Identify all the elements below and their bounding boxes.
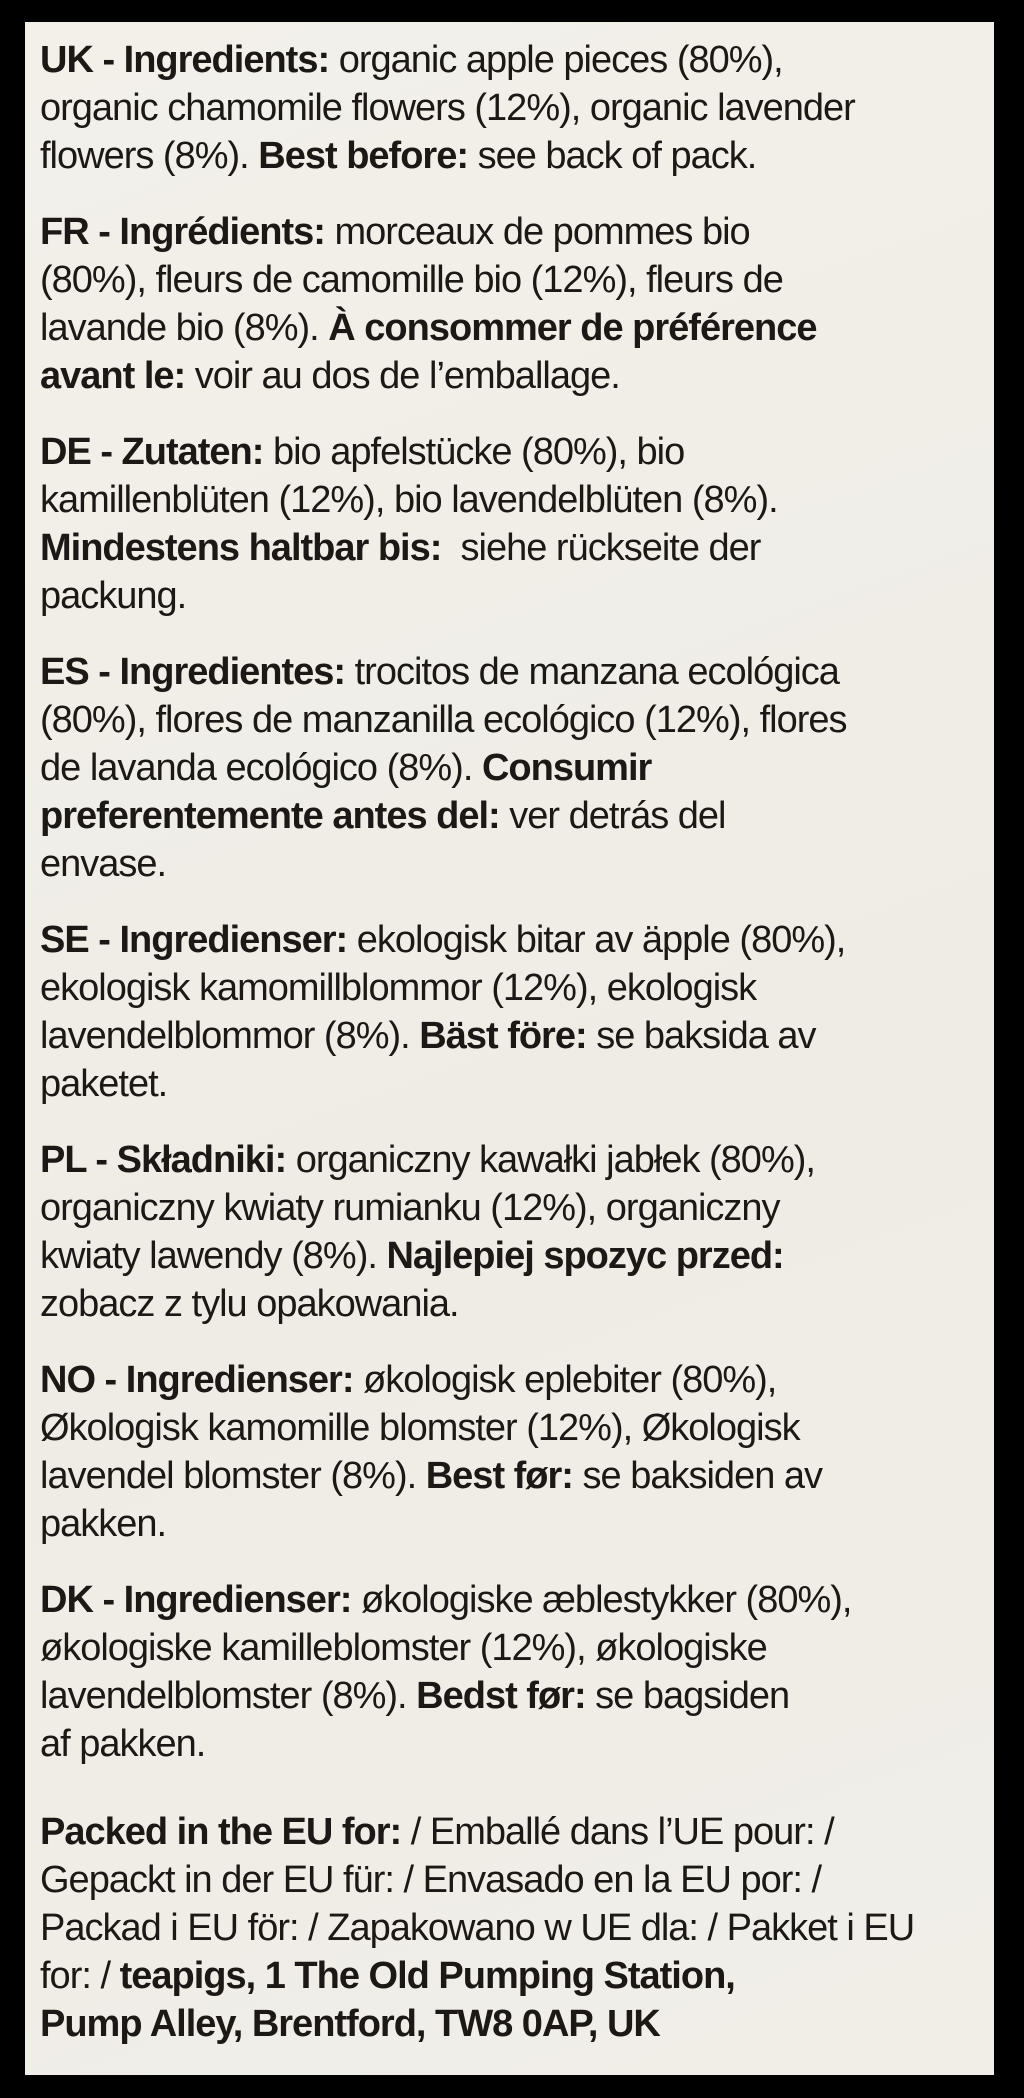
- text-line: [40, 840, 981, 888]
- text-line: [40, 1856, 981, 1904]
- text-segment: af pakken.: [40, 1723, 206, 1765]
- section-uk-ingredients: [40, 36, 981, 180]
- text-segment: organic chamomile flowers (12%), organic lavender: [40, 87, 855, 129]
- bold-text-segment: avant le:: [40, 355, 195, 397]
- text-segment: envase.: [40, 843, 167, 885]
- text-line: [40, 1904, 981, 1952]
- text-line: [40, 1060, 981, 1108]
- text-line: [40, 572, 981, 620]
- text-segment: se baksiden av: [582, 1455, 823, 1497]
- text-segment: (80%), flores de manzanilla ecológico (12%), flores: [40, 699, 847, 741]
- text-line: [40, 1356, 981, 1404]
- bold-text-segment: Najlepiej spozyc przed:: [386, 1235, 784, 1277]
- text-line: [40, 696, 981, 744]
- text-line: [40, 1576, 981, 1624]
- text-line: [40, 1624, 981, 1672]
- bold-text-segment: UK - Ingredients:: [40, 39, 339, 81]
- bold-text-segment: Bedst før:: [416, 1675, 596, 1717]
- text-segment: økologiske æblestykker (80%),: [360, 1579, 852, 1621]
- text-segment: lavendelblomster (8%).: [40, 1675, 417, 1717]
- section-se-ingredients: [40, 916, 981, 1108]
- bold-text-segment: Best før:: [425, 1455, 583, 1497]
- text-segment: see back of pack.: [477, 135, 757, 177]
- text-line: [40, 524, 981, 572]
- text-line: [40, 132, 981, 180]
- text-line: [40, 1808, 981, 1856]
- text-line: [40, 1672, 981, 1720]
- text-segment: lavendel blomster (8%).: [40, 1455, 426, 1497]
- bold-text-segment: Best before:: [258, 135, 478, 177]
- text-line: [40, 304, 981, 352]
- text-segment: lavande bio (8%).: [40, 307, 329, 349]
- text-line: [40, 1136, 981, 1184]
- text-line: [40, 1500, 981, 1548]
- text-line: [40, 1952, 981, 2000]
- bold-text-segment: DE - Zutaten:: [40, 431, 273, 473]
- text-segment: de lavanda ecológico (8%).: [40, 747, 482, 789]
- bold-text-segment: Mindestens haltbar bis:: [40, 527, 451, 569]
- section-fr-ingredients: [40, 208, 981, 400]
- text-segment: se bagsiden: [595, 1675, 790, 1717]
- text-line: [40, 428, 981, 476]
- text-segment: Økologisk kamomille blomster (12%), Økologisk: [40, 1407, 800, 1449]
- text-line: [40, 1720, 981, 1768]
- text-segment: paketet.: [40, 1063, 168, 1105]
- text-line: [40, 476, 981, 524]
- text-segment: organiczny kwiaty rumianku (12%), organiczny: [40, 1187, 780, 1229]
- bold-text-segment: FR - Ingrédients:: [40, 211, 335, 253]
- text-segment: ver detrás del: [509, 795, 726, 837]
- bold-text-segment: PL - Składniki:: [40, 1139, 296, 1181]
- text-line: [40, 744, 981, 792]
- section-de-ingredients: [40, 428, 981, 620]
- text-line: [40, 352, 981, 400]
- bold-text-segment: preferentemente antes del:: [40, 795, 510, 837]
- text-segment: voir au dos de l’emballage.: [194, 355, 620, 397]
- text-segment: trocitos de manzana ecológica: [354, 651, 839, 693]
- text-line: [40, 916, 981, 964]
- bold-text-segment: DK - Ingredienser:: [40, 1579, 361, 1621]
- text-line: [40, 208, 981, 256]
- section-packed-in-eu: [40, 1808, 981, 2048]
- text-line: [40, 1280, 981, 1328]
- text-segment: kamillenblüten (12%), bio lavendelblüten (8%).: [40, 479, 778, 521]
- bold-text-segment: Consumir: [481, 747, 652, 789]
- bold-text-segment: teapigs, 1 The Old Pumping Station,: [119, 1955, 735, 1997]
- section-no-ingredients: [40, 1356, 981, 1548]
- text-line: [40, 1404, 981, 1452]
- text-segment: pakken.: [40, 1503, 167, 1545]
- text-line: [40, 1012, 981, 1060]
- text-segment: morceaux de pommes bio: [334, 211, 750, 253]
- text-segment: zobacz z tylu opakowania.: [40, 1283, 459, 1325]
- bold-text-segment: Packed in the EU for:: [40, 1811, 411, 1853]
- text-segment: kwiaty lawendy (8%).: [40, 1235, 387, 1277]
- text-segment: (80%), fleurs de camomille bio (12%), fleurs de: [40, 259, 783, 301]
- text-segment: siehe rückseite der: [450, 527, 761, 569]
- text-line: [40, 84, 981, 132]
- text-segment: organiczny kawałki jabłek (80%),: [295, 1139, 815, 1181]
- bold-text-segment: Pump Alley, Brentford, TW8 0AP, UK: [40, 2003, 660, 2045]
- bold-text-segment: ES - Ingredientes:: [40, 651, 355, 693]
- text-segment: ekologisk kamomillblommor (12%), ekologisk: [40, 967, 757, 1009]
- text-segment: økologiske kamilleblomster (12%), økologiske: [40, 1627, 767, 1669]
- text-segment: / Emballé dans l’UE pour: /: [410, 1811, 834, 1853]
- bold-text-segment: À consommer de préférence: [328, 307, 817, 349]
- text-segment: se baksida av: [596, 1015, 816, 1057]
- text-line: [40, 648, 981, 696]
- text-segment: organic apple pieces (80%),: [338, 39, 783, 81]
- section-es-ingredients: [40, 648, 981, 888]
- bold-text-segment: Bäst före:: [419, 1015, 597, 1057]
- text-line: [40, 1232, 981, 1280]
- text-line: [40, 792, 981, 840]
- text-segment: flowers (8%).: [40, 135, 259, 177]
- text-segment: ekologisk bitar av äpple (80%),: [356, 919, 846, 961]
- text-line: [40, 36, 981, 84]
- text-segment: for: /: [40, 1955, 120, 1997]
- text-segment: bio apfelstücke (80%), bio: [272, 431, 685, 473]
- text-line: [40, 964, 981, 1012]
- text-line: [40, 1452, 981, 1500]
- section-dk-ingredients: [40, 1576, 981, 1768]
- text-line: [40, 2000, 981, 2048]
- text-segment: Gepackt in der EU für: / Envasado en la EU por: /: [40, 1859, 822, 1901]
- bold-text-segment: NO - Ingredienser:: [40, 1359, 364, 1401]
- section-pl-ingredients: [40, 1136, 981, 1328]
- text-segment: økologisk eplebiter (80%),: [363, 1359, 777, 1401]
- bold-text-segment: SE - Ingredienser:: [40, 919, 357, 961]
- package-label: [25, 22, 994, 2075]
- text-segment: packung.: [40, 575, 187, 617]
- text-segment: Packad i EU för: / Zapakowano w UE dla: / Pakket i EU: [40, 1907, 915, 1949]
- text-line: [40, 1184, 981, 1232]
- text-line: [40, 256, 981, 304]
- text-segment: lavendelblommor (8%).: [40, 1015, 420, 1057]
